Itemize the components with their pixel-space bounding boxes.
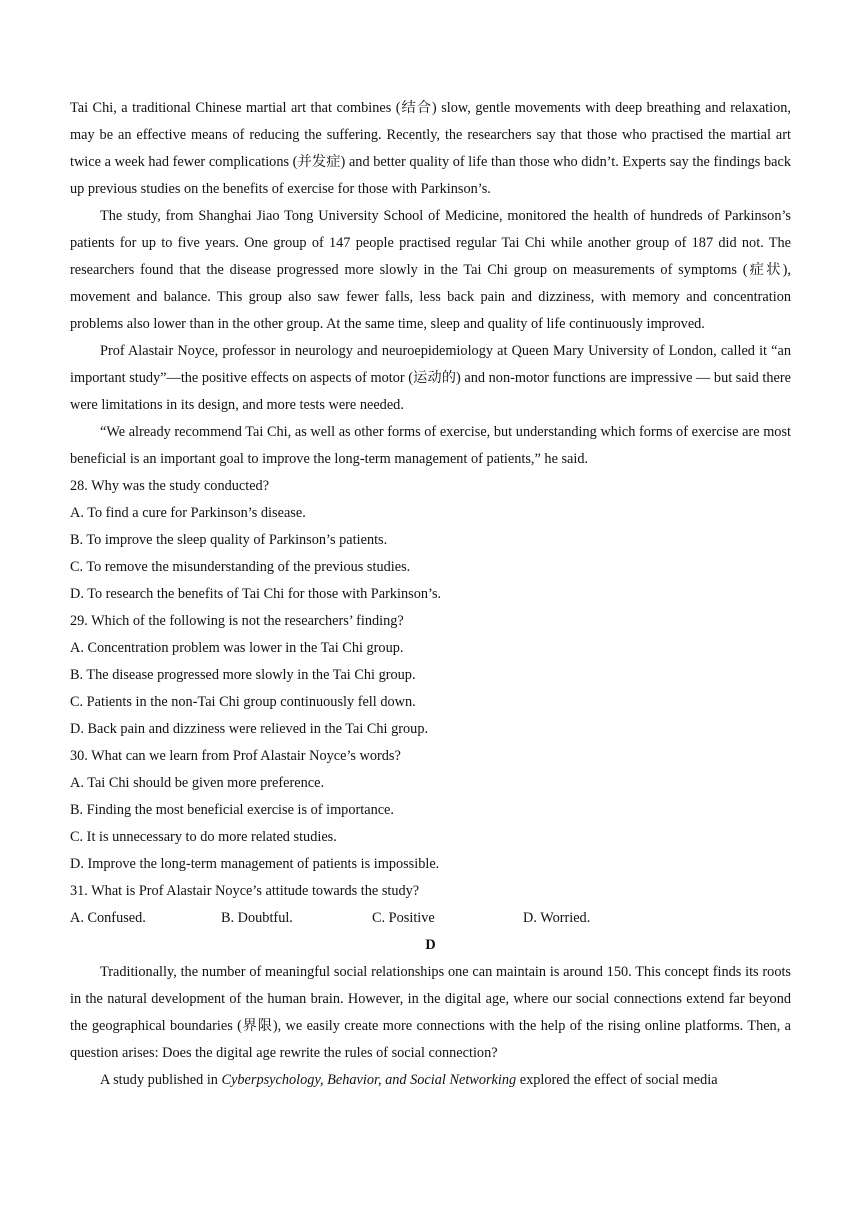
passage-d-paragraph-1: Traditionally, the number of meaningful social relationships one can maintain is around 150. This concept finds its roots in the natural development of the human brain. However, in the digital age, where our social connections extend far beyond the geographical boundaries (界限), we easily create more connections with the help of the rising online platforms. Then, a question arises: Does the digital age rewrite the rules of social connection? bbox=[70, 964, 791, 1061]
option-d: D. Worried. bbox=[523, 910, 591, 926]
question-stem: 29. Which of the following is not the researchers’ finding? bbox=[70, 613, 404, 629]
journal-title: Cyberpsychology, Behavior, and Social Networking bbox=[221, 1072, 517, 1088]
option-b: B. The disease progressed more slowly in the Tai Chi group. bbox=[70, 667, 416, 683]
passage-d-paragraph-2 bbox=[70, 1067, 791, 1094]
passage-c-paragraph-3: Prof Alastair Noyce, professor in neurology and neuroepidemiology at Queen Mary University of London, called it “an important study”—the positive effects on aspects of motor (运动的) and non-motor functions are impressive — but said there were limitations in its design, and more tests were needed. bbox=[70, 343, 791, 413]
options-row bbox=[70, 905, 791, 932]
document-page bbox=[70, 95, 791, 1094]
paragraph-text-before: A study published in bbox=[100, 1072, 222, 1088]
question-31 bbox=[70, 878, 791, 932]
option-c: C. Positive bbox=[372, 910, 435, 926]
passage-c-paragraph-1: Tai Chi, a traditional Chinese martial art that combines (结合) slow, gentle movements with deep breathing and relaxation, may be an effective means of reducing the suffering. Recently, the researchers say that those who practised the martial art twice a week had fewer complications (并发症) and better quality of life than those who didn’t. Experts say the findings back up previous studies on the benefits of exercise for those with Parkinson’s. bbox=[70, 100, 791, 197]
question-29 bbox=[70, 608, 791, 743]
question-30 bbox=[70, 743, 791, 878]
question-stem: 31. What is Prof Alastair Noyce’s attitude towards the study? bbox=[70, 883, 420, 899]
question-stem: 30. What can we learn from Prof Alastair Noyce’s words? bbox=[70, 748, 401, 764]
option-d: D. Improve the long-term management of patients is impossible. bbox=[70, 856, 440, 872]
paragraph-text-after: explored the effect of social media bbox=[516, 1072, 718, 1088]
option-d: D. Back pain and dizziness were relieved in the Tai Chi group. bbox=[70, 721, 429, 737]
option-b: B. Doubtful. bbox=[221, 910, 293, 926]
section-heading-d: D bbox=[425, 937, 436, 953]
option-d: D. To research the benefits of Tai Chi for those with Parkinson’s. bbox=[70, 586, 442, 602]
option-c: C. To remove the misunderstanding of the previous studies. bbox=[70, 559, 411, 575]
option-c: C. It is unnecessary to do more related studies. bbox=[70, 829, 337, 845]
option-a: A. Tai Chi should be given more preference. bbox=[70, 775, 325, 791]
passage-c-paragraph-2: The study, from Shanghai Jiao Tong University School of Medicine, monitored the health of hundreds of Parkinson’s patients for up to five years. One group of 147 people practised regular Tai Chi while another group of 187 did not. The researchers found that the disease progressed more slowly in the Tai Chi group on measurements of symptoms (症状), movement and balance. This group also saw fewer falls, less back pain and dizziness, with memory and concentration problems also lower than in the other group. At the same time, sleep and quality of life continuously improved. bbox=[70, 208, 791, 332]
option-a: A. Confused. bbox=[70, 910, 146, 926]
option-c: C. Patients in the non-Tai Chi group continuously fell down. bbox=[70, 694, 416, 710]
question-28 bbox=[70, 473, 791, 608]
option-b: B. Finding the most beneficial exercise is of importance. bbox=[70, 802, 394, 818]
option-a: A. Concentration problem was lower in the Tai Chi group. bbox=[70, 640, 404, 656]
passage-c-paragraph-4: “We already recommend Tai Chi, as well as other forms of exercise, but understanding which forms of exercise are most beneficial is an important goal to improve the long-term management of patients,” he said. bbox=[70, 424, 791, 467]
option-a: A. To find a cure for Parkinson’s disease. bbox=[70, 505, 306, 521]
option-b: B. To improve the sleep quality of Parkinson’s patients. bbox=[70, 532, 388, 548]
question-stem: 28. Why was the study conducted? bbox=[70, 478, 270, 494]
